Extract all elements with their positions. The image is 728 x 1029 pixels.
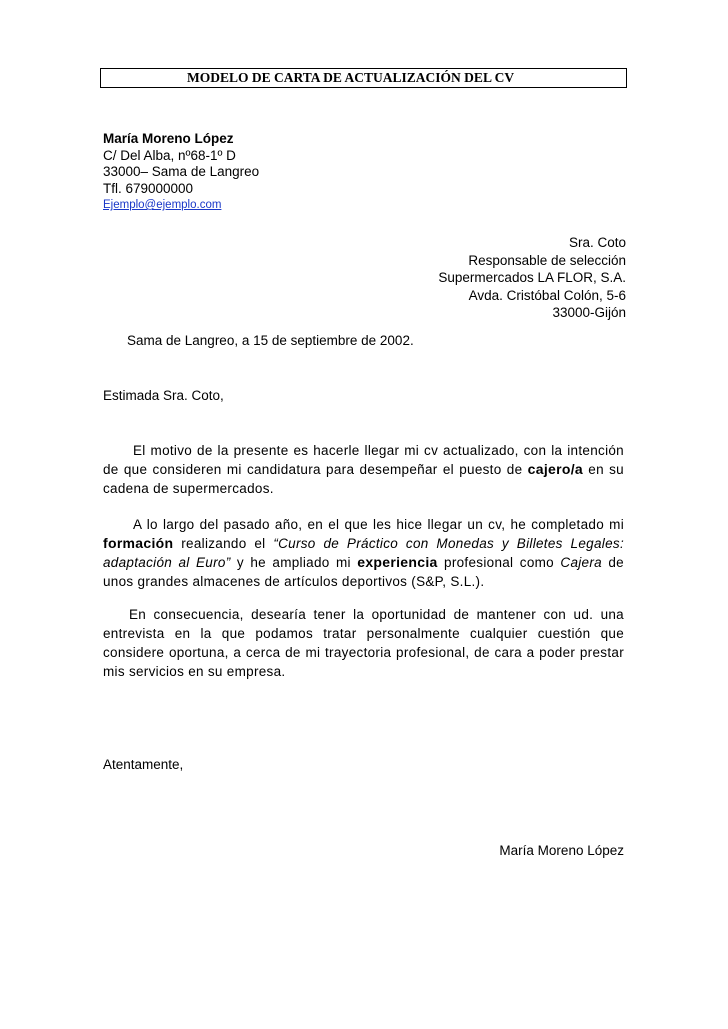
p2-experience-bold: experiencia bbox=[357, 554, 438, 570]
title-box bbox=[100, 68, 627, 88]
closing: Atentamente, bbox=[103, 757, 184, 772]
p1-position-bold: cajero/a bbox=[527, 461, 583, 477]
recipient-role: Responsable de selección bbox=[468, 252, 626, 268]
p2-text-c: realizando el bbox=[173, 536, 274, 551]
paragraph-1 bbox=[103, 441, 624, 498]
recipient-company: Supermercados LA FLOR, S.A. bbox=[438, 270, 626, 285]
greeting: Estimada Sra. Coto, bbox=[103, 388, 224, 403]
signature: María Moreno López bbox=[499, 843, 624, 858]
sender-email-link[interactable]: Ejemplo@ejemplo.com bbox=[103, 199, 222, 211]
sender-city: 33000– Sama de Langreo bbox=[103, 164, 260, 179]
p2-training-bold: formación bbox=[103, 535, 174, 551]
p2-text-a: A lo largo del pasado año, en el que les hice llegar un cv, he completado mi bbox=[133, 517, 624, 532]
sender-phone: Tfl. 679000000 bbox=[103, 180, 194, 196]
paragraph-3: En consecuencia, desearía tener la oportunidad de mantener con ud. una entrevista en la que podamos tratar personalmente cualquier cuestión que considere oportuna, a cerca de mi trayectoria profesional, de cara a poder prestar mis servicios en su empresa. bbox=[103, 607, 624, 679]
recipient-block bbox=[438, 234, 626, 322]
p2-role-italic: Cajera bbox=[560, 555, 602, 570]
document-title: MODELO DE CARTA DE ACTUALIZACIÓN DEL CV bbox=[187, 70, 515, 85]
p1-text-c: en su cadena de supermercados. bbox=[103, 462, 624, 496]
sender-block bbox=[103, 131, 259, 214]
sender-address: C/ Del Alba, nº68-1º D bbox=[103, 147, 236, 163]
p1-text-a: El motivo de la presente es hacerle llegar mi cv actualizado, con la intención de que consideren mi candidatura para desempeñar el puesto de bbox=[103, 443, 624, 477]
p2-text-g: profesional como bbox=[437, 555, 561, 570]
recipient-street: Avda. Cristóbal Colón, 5-6 bbox=[468, 287, 626, 303]
date-line: Sama de Langreo, a 15 de septiembre de 2002. bbox=[127, 333, 414, 348]
recipient-name: Sra. Coto bbox=[568, 235, 626, 250]
paragraph-2 bbox=[103, 515, 624, 591]
recipient-city: 33000-Gijón bbox=[552, 305, 626, 320]
p2-text-i: de unos grandes almacenes de artículos deportivos (S&P, S.L.). bbox=[103, 555, 624, 589]
p2-course-italic: “Curso de Práctico con Monedas y Billetes Legales: adaptación al Euro” bbox=[103, 536, 624, 570]
sender-name: María Moreno López bbox=[103, 131, 234, 146]
p2-text-e: y he ampliado mi bbox=[230, 555, 358, 570]
